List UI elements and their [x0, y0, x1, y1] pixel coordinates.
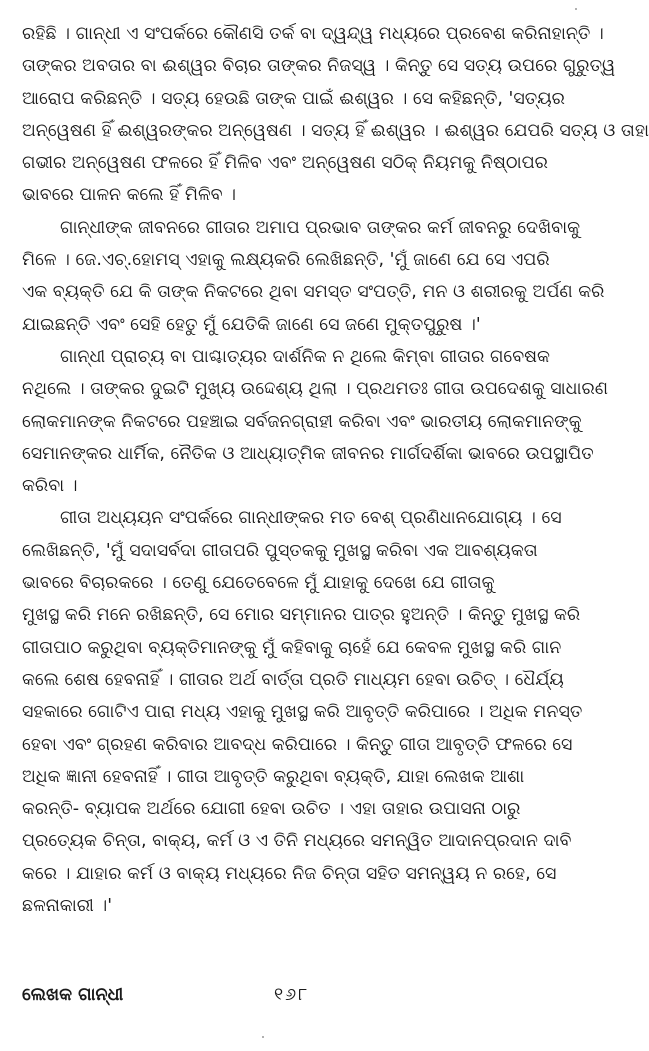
paragraph-start-line: ଗୀତା ଅଧ୍ୟୟନ ସଂପର୍କରେ ଗାନ୍ଧୀଙ୍କର ମତ ବେଶ୍ ପ୍ରଣିଧାନଯୋଗ୍ୟ । ସେ — [60, 508, 562, 529]
text-line: ଗୀତାପାଠ କରୁଥିବା ବ୍ୟକ୍ତିମାନଙ୍କୁ ମୁଁ କହିବାକୁ ଚାହେଁ ଯେ କେବଳ ମୁଖସ୍ଥ କରି ଗାନ — [22, 637, 562, 658]
paragraph-start-line: ଗାନ୍ଧୀଙ୍କ ଜୀବନରେ ଗୀତାର ଅମାପ ପ୍ରଭାବ ତାଙ୍କର କର୍ମ ଜୀବନରୁ ଦେଖିବାକୁ — [60, 217, 581, 238]
text-line: କଲେ ଶେଷ ହେବନାହିଁ । ଗୀତାର ଅର୍ଥ ବାର୍ତ୍ତା ପ୍ରତି ମାଧ୍ୟମ ହେବା ଉଚିତ୍ । ଧୈର୍ଯ୍ୟ — [22, 669, 564, 690]
paper-speck — [575, 8, 577, 10]
text-line: ହେବା ଏବଂ ଗ୍ରହଣ କରିବାର ଆବଦ୍ଧ କରିପାରେ । କିନ୍ତୁ ଗୀତା ଆବୃତ୍ତି ଫଳରେ ସେ — [22, 734, 573, 755]
text-line: ମିଳେ । ଜେ.ଏଚ୍.ହୋମସ୍ ଏହାକୁ ଲକ୍ଷ୍ୟକରି ଲେଖିଛନ୍ତି, 'ମୁଁ ଜାଣେ ଯେ ସେ ଏପରି — [22, 250, 550, 271]
text-line: କରନ୍ତି- ବ୍ୟାପକ ଅର୍ଥରେ ଯୋଗୀ ହେବା ଉଚିତ । ଏହା ତାହାର ଉପାସନା ଠାରୁ — [22, 799, 521, 820]
text-line: ନଥିଲେ । ତାଙ୍କର ଦୁଇଟି ମୁଖ୍ୟ ଉଦ୍ଦେଶ୍ୟ ଥିଲା । ପ୍ରଥମତଃ ଗୀତା ଉପଦେଶକୁ ସାଧାରଣ — [22, 379, 608, 400]
page-footer — [22, 985, 578, 1015]
paragraph-start-line: ଗାନ୍ଧୀ ପ୍ରାଚ୍ୟ ବା ପାଶ୍ଚାତ୍ୟର ଦାର୍ଶନିକ ନ ଥିଲେ କିମ୍ବା ଗୀତାର ଗବେଷକ — [60, 346, 550, 367]
text-line: ମୁଖସ୍ଥ କରି ମନେ ରଖିଛନ୍ତି, ସେ ମୋର ସମ୍ମାନର ପାତ୍ର ହୁଅନ୍ତି । କିନ୍ତୁ ମୁଖସ୍ଥ କରି — [22, 605, 581, 626]
running-title: ଲେଖକ ଗାନ୍ଧୀ — [22, 985, 124, 1005]
page-number: ୧୬୮ — [274, 985, 310, 1005]
text-line: ତାଙ୍କର ଅବତାର ବା ଈଶ୍ୱର ବିଚାର ତାଙ୍କର ନିଜସ୍ୱ । କିନ୍ତୁ ସେ ସତ୍ୟ ଉପରେ ଗୁରୁତ୍ୱ — [22, 56, 616, 77]
text-line: ଛଳନାକାରୀ ।' — [22, 896, 113, 917]
paper-speck — [262, 1036, 264, 1038]
text-line: କରିବା । — [22, 476, 78, 497]
text-line: ଭାବରେ ପାଳନ କଲେ ହିଁ ମିଳିବ । — [22, 185, 236, 206]
body-text — [22, 18, 649, 922]
text-line: ଅନ୍ୱେଷଣ ହିଁ ଈଶ୍ୱରଙ୍କର ଅନ୍ୱେଷଣ । ସତ୍ୟ ହିଁ ଈଶ୍ୱର । ଈଶ୍ୱର ଯେପରି ସତ୍ୟ ଓ ତାହା — [22, 120, 649, 141]
text-line: ରହିଛି । ଗାନ୍ଧୀ ଏ ସଂପର୍କରେ କୌଣସି ତର୍କ ବା ଦ୍ୱନ୍ଦ୍ୱ ମଧ୍ୟରେ ପ୍ରବେଶ କରିନାହାନ୍ତି । — [22, 24, 604, 44]
text-line: ଆରୋପ କରିଛନ୍ତି । ସତ୍ୟ ହେଉଛି ତାଙ୍କ ପାଇଁ ଈଶ୍ୱର । ସେ କହିଛନ୍ତି, 'ସତ୍ୟର — [22, 88, 565, 109]
text-line: କରେ । ଯାହାର କର୍ମ ଓ ବାକ୍ୟ ମଧ୍ୟରେ ନିଜ ଚିନ୍ତା ସହିତ ସମନ୍ୱୟ ନ ରହେ, ସେ — [22, 863, 557, 884]
text-line: ସହକାରେ ଗୋଟିଏ ପାରା ମଧ୍ୟ ଏହାକୁ ମୁଖସ୍ଥ କରି ଆବୃତ୍ତି କରିପାରେ । ଅଧିକ ମନସ୍ତ — [22, 702, 583, 723]
text-line: ସେମାନଙ୍କର ଧାର୍ମିକ, ନୈତିକ ଓ ଆଧ୍ୟାତ୍ମିକ ଜୀବନର ମାର୍ଗଦର୍ଶିକା ଭାବରେ ଉପସ୍ଥାପିତ — [22, 443, 594, 464]
text-line: ଭାବରେ ବିଚାରକରେ । ତେଣୁ ଯେତେବେଳେ ମୁଁ ଯାହାକୁ ଦେଖେ ଯେ ଗୀତାକୁ — [22, 573, 495, 594]
text-line: ଏକ ବ୍ୟକ୍ତି ଯେ କି ତାଙ୍କ ନିକଟରେ ଥିବା ସମସ୍ତ ସଂପତ୍ତି, ମନ ଓ ଶରୀରକୁ ଅର୍ପଣ କରି — [22, 282, 605, 303]
text-line: ଲେଖିଛନ୍ତି, 'ମୁଁ ସଦାସର୍ବଦା ଗୀତାପରି ପୁସ୍ତକକୁ ମୁଖସ୍ଥ କରିବା ଏକ ଆବଶ୍ୟକତା — [22, 540, 538, 561]
text-line: ଯାଇଛନ୍ତି ଏବଂ ସେହି ହେତୁ ମୁଁ ଯେତିକି ଜାଣେ ସେ ଜଣେ ମୁକ୍ତପୁରୁଷ ।' — [22, 314, 481, 335]
text-line: ଅଧିକ ଜ୍ଞାନୀ ହେବନାହିଁ । ଗୀତା ଆବୃତ୍ତି କରୁଥିବା ବ୍ୟକ୍ତି, ଯାହା ଲେଖକ ଆଶା — [22, 766, 525, 787]
text-line: ଲୋକମାନଙ୍କ ନିକଟରେ ପହଞ୍ଚାଇ ସର୍ବଜନଗ୍ରାହୀ କରିବା ଏବଂ ଭାରତୀୟ ଲୋକମାନଙ୍କୁ — [22, 411, 582, 432]
text-line: ଗଭୀର ଅନ୍ୱେଷଣ ଫଳରେ ହିଁ ମିଳିବ ଏବଂ ଅନ୍ୱେଷଣ ସଠିକ୍ ନିୟମକୁ ନିଷ୍ଠାପର — [22, 153, 548, 174]
text-line: ପ୍ରତ୍ୟେକ ଚିନ୍ତା, ବାକ୍ୟ, କର୍ମ ଓ ଏ ତିନି ମଧ୍ୟରେ ସମନ୍ୱିତ ଆଦାନପ୍ରଦାନ ଦାବି — [22, 831, 572, 852]
